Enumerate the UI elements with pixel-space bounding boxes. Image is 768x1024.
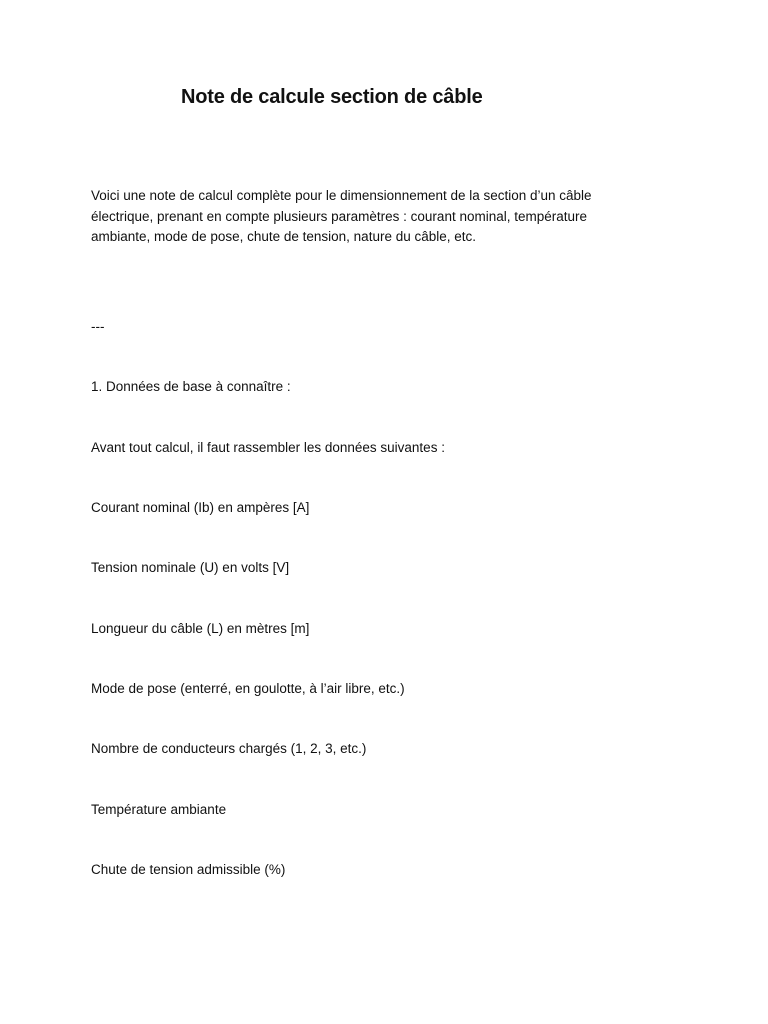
section-heading: 1. Données de base à connaître : [91, 379, 291, 394]
section-intro: Avant tout calcul, il faut rassembler les données suivantes : [91, 440, 445, 455]
list-item: Mode de pose (enterré, en goulotte, à l’air libre, etc.) [91, 681, 405, 696]
list-item: Courant nominal (Ib) en ampères [A] [91, 500, 310, 515]
list-item: Longueur du câble (L) en mètres [m] [91, 621, 310, 636]
list-item: Nombre de conducteurs chargés (1, 2, 3, etc.) [91, 741, 367, 756]
intro-paragraph: Voici une note de calcul complète pour le dimensionnement de la section d’un câble électrique, prenant en compte plusieurs paramètres : courant nominal, température ambiante, mode de pose, chute de tension, nature du câble, etc. [91, 188, 592, 244]
list-item: Tension nominale (U) en volts [V] [91, 560, 290, 575]
list-item: Température ambiante [91, 802, 227, 817]
separator-line: --- [91, 319, 105, 334]
document-title: Note de calcule section de câble [181, 86, 483, 108]
list-item: Chute de tension admissible (%) [91, 862, 286, 877]
